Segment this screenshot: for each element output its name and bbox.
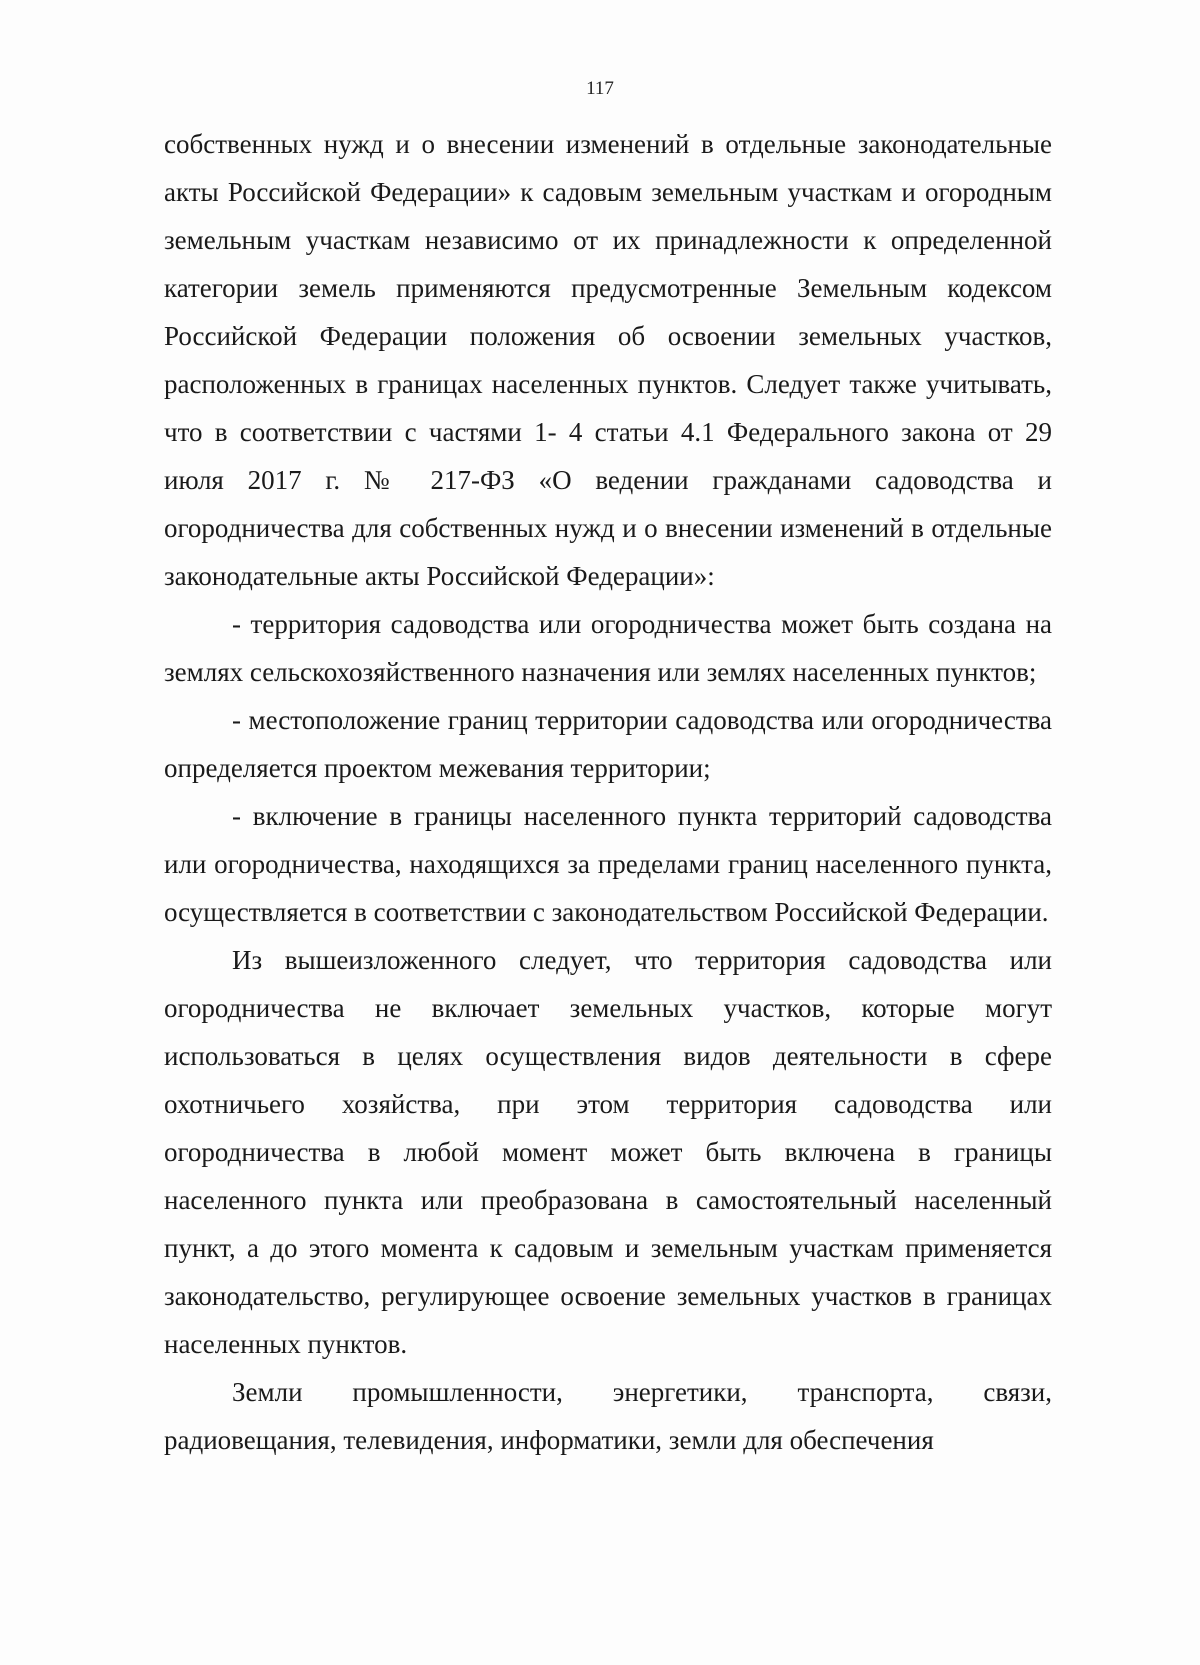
paragraph-industrial-lands: Земли промышленности, энергетики, транспорта, связи, радиовещания, телевидения, информатики, земли для обеспечения	[164, 1377, 1052, 1455]
paragraph-conclusion: Из вышеизложенного следует, что территория садоводства или огородничества не включает земельных участков, которые могут использоваться в целях осуществления видов деятельности в сфере охотничьего хозяйства, при этом территория садоводства или огородничества в любой момент может быть включена в границы населенного пункта или преобразована в самостоятельный населенный пункт, а до этого момента к садовым и земельным участкам применяется законодательство, регулирующее освоение земельных участков в границах населенных пунктов.	[164, 945, 1052, 1359]
list-item-boundary-location: - местоположение границ территории садоводства или огородничества определяется проектом межевания территории;	[164, 705, 1052, 783]
list-item-inclusion-in-settlement: - включение в границы населенного пункта территорий садоводства или огородничества, находящихся за пределами границ населенного пункта, осуществляется в соответствии с законодательством Российской Федерации.	[164, 801, 1052, 927]
list-item-territory-creation: - территория садоводства или огородничества может быть создана на землях сельскохозяйственного назначения или землях населенных пунктов;	[164, 609, 1052, 687]
page-number: 117	[586, 78, 614, 99]
paragraph-continuation: собственных нужд и о внесении изменений в отдельные законодательные акты Российской Федерации» к садовым земельным участкам и огородным земельным участкам независимо от их принадлежности к определенной категории земель применяются предусмотренные Земельным кодексом Российской Федерации положения об освоении земельных участков, расположенных в границах населенных пунктов. Следует также учитывать, что в соответствии с частями 1- 4 статьи 4.1 Федерального закона от 29 июля 2017 г. № 217-ФЗ «О ведении гражданами садоводства и огородничества для собственных нужд и о внесении изменений в отдельные законодательные акты Российской Федерации»:	[164, 129, 1052, 591]
document-body	[164, 120, 1052, 1464]
